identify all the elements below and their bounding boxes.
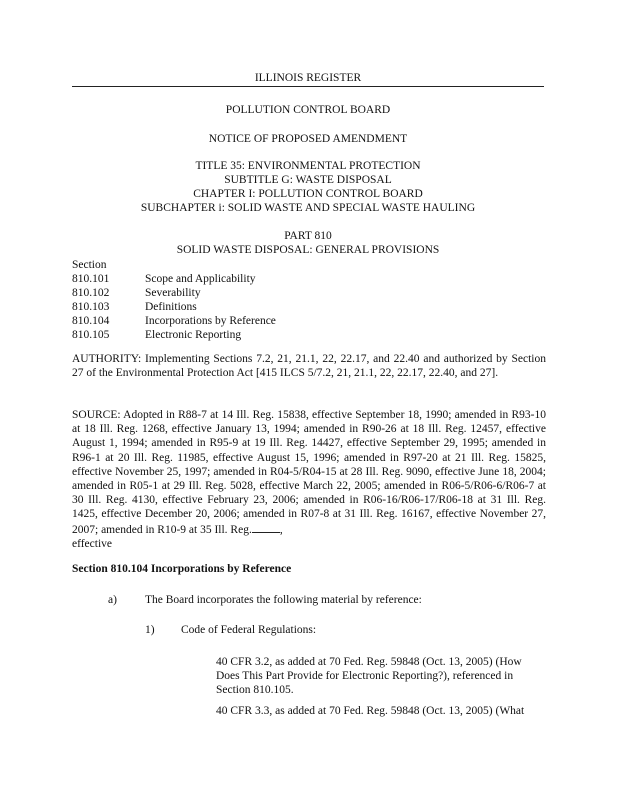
section-heading: Section 810.104 Incorporations by Reference: [72, 563, 292, 575]
subsection-a-text: The Board incorporates the following material by reference:: [145, 594, 422, 606]
toc-item-number: 810.104: [72, 315, 110, 327]
chapter-line: CHAPTER I: POLLUTION CONTROL BOARD: [193, 188, 423, 200]
source-text: SOURCE: Adopted in R88-7 at 14 Ill. Reg. 15838, effective September 18, 1990; amended in R93-10 at 18 Ill. Reg. 1268, effective January 13, 1994; amended in R90-26 at 18 Ill. Reg. 12457, effective August 1, 1994; amended in R95-9 at 19 Ill. Reg. 14427, effective September 29, 1995; amended in R96-1 at 20 Ill. Reg. 11985, effective August 15, 1996; amended in R97-20 at 21 Ill. Reg. 15825, effective November 25, 1997; amended in R04-5/R04-15 at 28 Ill. Reg. 9090, effective June 18, 2004; amended in R05-1 at 29 Ill. Reg. 5028, effective March 22, 2005; amended in R06-5/R06-6/R06-7 at 30 Ill. Reg. 4130, effective February 23, 2006; amended in R06-16/R06-17/R06-18 at 31 Ill. Reg. 1425, effective December 20, 2006; amended in R07-8 at 31 Ill. Reg. 16167, effective November 27, 2007; amended in R10-9 at 35 Ill. Reg.: [72, 409, 546, 536]
toc-item: [72, 314, 544, 328]
toc-item-number: 810.105: [72, 329, 110, 341]
toc-section-label: Section: [72, 259, 107, 271]
toc-item-title: Scope and Applicability: [145, 273, 256, 285]
notice-title: NOTICE OF PROPOSED AMENDMENT: [208, 133, 408, 145]
authority-paragraph: AUTHORITY: Implementing Sections 7.2, 21, 21.1, 22, 22.17, and 22.40 and authorized by Section 27 of the Environmental Protection Act [415 ILCS 5/7.2, 21, 21.1, 22, 22.17, 22.40, and 27].: [72, 353, 546, 380]
toc-item-number: 810.103: [72, 301, 110, 313]
part-name: SOLID WASTE DISPOSAL: GENERAL PROVISIONS: [176, 244, 440, 256]
subtitle-line: SUBTITLE G: WASTE DISPOSAL: [224, 174, 392, 186]
item-1-label: 1): [145, 624, 155, 636]
subsection-a-label: a): [108, 594, 117, 606]
citation-cfr-3-3: 40 CFR 3.3, as added at 70 Fed. Reg. 59848 (Oct. 13, 2005) (What: [216, 705, 525, 717]
toc-item: [72, 300, 544, 314]
part-number: PART 810: [284, 230, 332, 242]
toc-item-title: Severability: [145, 287, 201, 299]
toc-item: [72, 272, 544, 286]
source-effective: effective: [72, 537, 113, 550]
title-line: TITLE 35: ENVIRONMENTAL PROTECTION: [195, 160, 421, 172]
agency-name: POLLUTION CONTROL BOARD: [225, 104, 391, 116]
toc-item-title: Electronic Reporting: [145, 329, 242, 341]
subchapter-line: SUBCHAPTER i: SOLID WASTE AND SPECIAL WASTE HAULING: [140, 202, 476, 214]
register-header: ILLINOIS REGISTER: [254, 72, 362, 84]
toc-item-number: 810.102: [72, 287, 110, 299]
header-rule: [72, 86, 544, 87]
register-blank: [252, 522, 280, 533]
toc-item: [72, 328, 544, 342]
toc-item-title: Incorporations by Reference: [145, 315, 276, 327]
source-comma: ,: [279, 523, 283, 536]
toc-item: [72, 286, 544, 300]
source-paragraph: [72, 408, 546, 551]
item-1-text: Code of Federal Regulations:: [181, 624, 317, 636]
toc-item-title: Definitions: [145, 301, 197, 313]
citation-cfr-3-2: 40 CFR 3.2, as added at 70 Fed. Reg. 59848 (Oct. 13, 2005) (How Does This Part Provide for Electronic Reporting?), referenced in Section 810.105.: [216, 656, 522, 697]
toc-item-number: 810.101: [72, 273, 110, 285]
